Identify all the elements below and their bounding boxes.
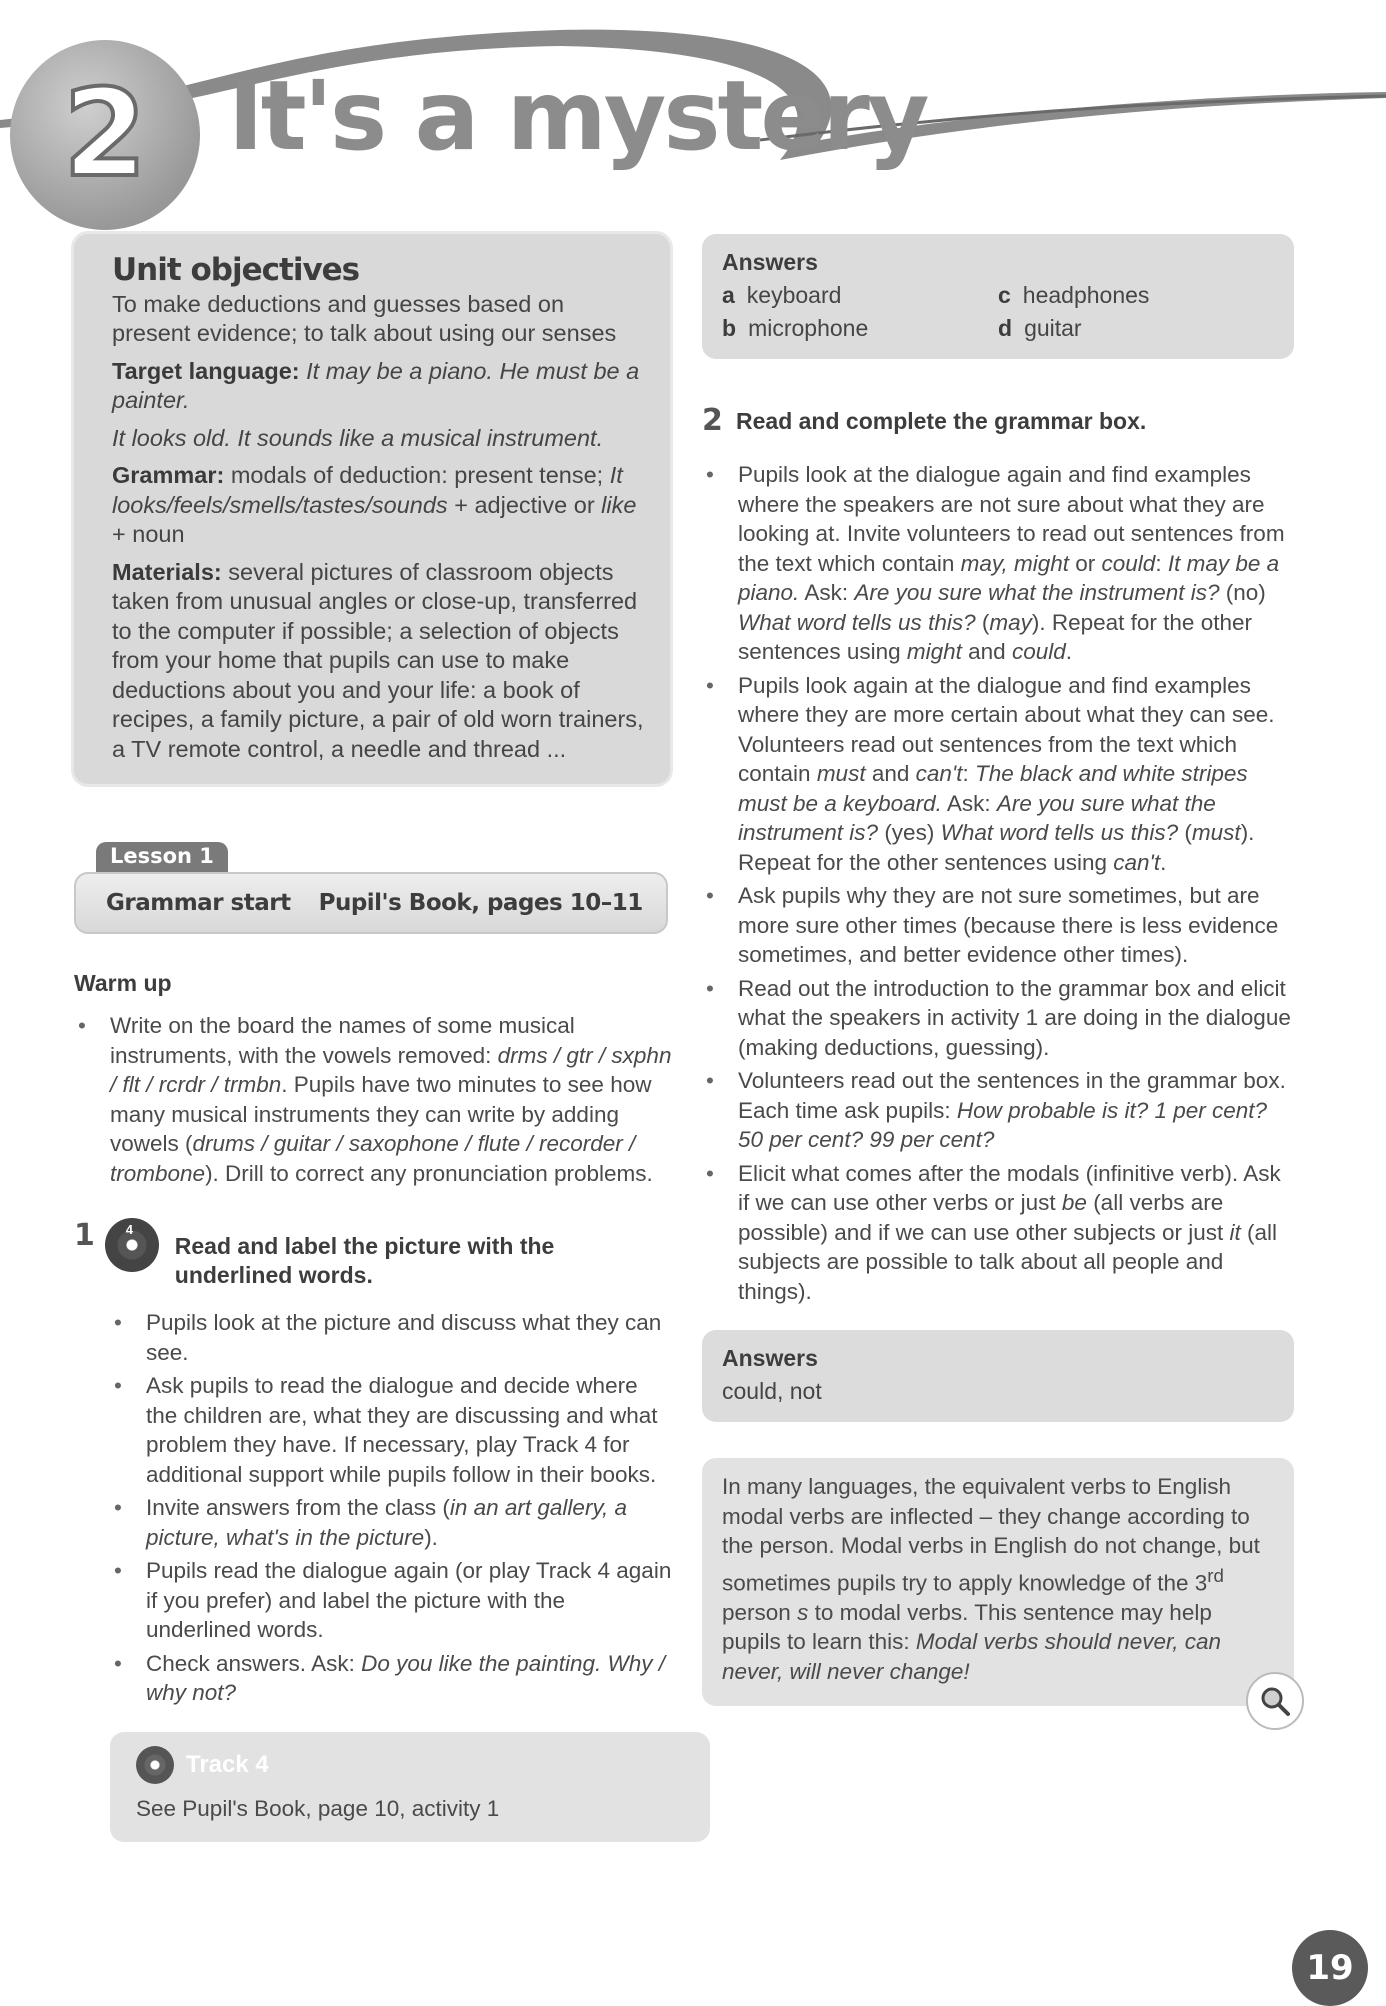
list-item: • Pupils look again at the dialogue and find examples where they are more certain about what they can see. Volunteers read out sentences from the text which contain must and can't: The black and white stripes must be a keyboard. Ask: Are you sure what the instrument is? (yes) What word tells us this? (must). Repeat for the other sentences using can't. bbox=[738, 671, 1292, 878]
grammar-like: like bbox=[601, 491, 637, 518]
answers-heading: Answers bbox=[722, 1345, 818, 1371]
activity-2-number: 2 bbox=[702, 403, 723, 438]
activity-1-number: 1 bbox=[74, 1218, 95, 1253]
warm-up-list bbox=[74, 1011, 674, 1188]
list-item: • Volunteers read out the sentences in the grammar box. Each time ask pupils: How probable is it? 1 per cent? 50 per cent? 99 per cent? bbox=[738, 1066, 1292, 1155]
activity-1-list bbox=[74, 1308, 674, 1708]
list-item: • Pupils look at the picture and discuss what they can see. bbox=[146, 1308, 674, 1367]
unit-number: 2 bbox=[63, 65, 147, 204]
activity-1-header bbox=[74, 1218, 674, 1290]
teaching-tip-box: In many languages, the equivalent verbs to English modal verbs are inflected – they change according to the person. Modal verbs in English do not change, but sometimes pupils try to apply knowledge of the 3rd person s to modal verbs. This sentence may help pupils to learn this: Modal verbs should never, can never, will never change! bbox=[702, 1458, 1294, 1706]
answer-item: b microphone bbox=[722, 315, 869, 341]
list-item: • Write on the board the names of some musical instruments, with the vowels removed: drms / gtr / sxphn / flt / rcrdr / trmbn. Pupils have two minutes to see how many musical instruments they can write by adding vowels (drums / guitar / saxophone / flute / recorder / trombone). Drill to correct any pronunciation problems. bbox=[110, 1011, 674, 1188]
answer-item: a keyboard bbox=[722, 282, 842, 308]
right-column bbox=[702, 234, 1292, 1706]
activity-2-title: Read and complete the grammar box. bbox=[736, 408, 1147, 434]
answer-item: d guitar bbox=[998, 315, 1082, 341]
activity-2-list bbox=[702, 460, 1292, 1306]
grammar-text: modals of deduction: present tense; bbox=[230, 462, 604, 488]
answer-item: c headphones bbox=[998, 282, 1150, 308]
list-item: • Pupils read the dialogue again (or play Track 4 again if you prefer) and label the picture with the underlined words. bbox=[146, 1556, 674, 1645]
warm-up-heading: Warm up bbox=[74, 970, 172, 996]
lesson-title: Grammar start bbox=[106, 890, 291, 916]
activity-1-title: Read and label the picture with the underlined words. bbox=[174, 1233, 555, 1288]
grammar-line bbox=[112, 461, 644, 550]
left-column bbox=[74, 234, 674, 1842]
cd-track-number: 4 bbox=[125, 1222, 133, 1237]
lesson-pages: Pupil's Book, pages 10–11 bbox=[318, 890, 643, 916]
target-text-2: It looks old. It sounds like a musical instrument. bbox=[112, 424, 604, 451]
list-item: • Pupils look at the dialogue again and find examples where the speakers are not sure about what they are looking at. Invite volunteers to read out sentences from the text which contain may, might or could: It may be a piano. Ask: Are you sure what the instrument is? (no) What word tells us this? (may). Repeat for the other sentences using might and could. bbox=[738, 460, 1292, 667]
materials-line bbox=[112, 558, 644, 765]
track-box bbox=[110, 1732, 710, 1842]
audio-cd-icon bbox=[105, 1218, 159, 1272]
materials-text: several pictures of classroom objects taken from unusual angles or close-up, transferred to the computer if possible; a selection of objects from your home that pupils can use to make deductions about you and your life: a book of recipes, a family picture, a pair of old worn trainers, a TV remote control, a needle and thread ... bbox=[112, 558, 644, 762]
page-title: It's a mystery bbox=[228, 60, 927, 172]
list-item: • Ask pupils to read the dialogue and decide where the children are, what they are discussing and what problem they have. If necessary, play Track 4 for additional support while pupils follow in their books. bbox=[146, 1371, 674, 1489]
list-item: • Read out the introduction to the grammar box and elicit what the speakers in activity 1 are doing in the dialogue (making deductions, guessing). bbox=[738, 974, 1292, 1063]
unit-objectives-box bbox=[74, 234, 670, 784]
grammar-rest-2: + noun bbox=[112, 521, 185, 547]
track-title: Track 4 bbox=[186, 1750, 269, 1778]
list-item: • Elicit what comes after the modals (infinitive verb). Ask if we can use other verbs or just be (all verbs are possible) and if we can use other subjects or just it (all subjects are possible to talk about all people and things). bbox=[738, 1159, 1292, 1307]
answers-text: could, not bbox=[722, 1378, 822, 1404]
activity-2-header bbox=[702, 403, 1292, 438]
unit-number-badge bbox=[10, 40, 200, 230]
magnifier-icon bbox=[1246, 1672, 1304, 1730]
answers-box-1 bbox=[702, 234, 1294, 359]
grammar-senses: It looks/feels/smells/tastes/sounds bbox=[112, 462, 623, 518]
answers-box-2 bbox=[702, 1330, 1294, 1422]
track-header bbox=[136, 1746, 686, 1784]
list-item: • Invite answers from the class (in an art gallery, a picture, what's in the picture). bbox=[146, 1493, 674, 1552]
target-language bbox=[112, 357, 644, 416]
objectives-intro: To make deductions and guesses based on present evidence; to talk about using our senses bbox=[112, 290, 617, 346]
answers-grid bbox=[722, 279, 1274, 345]
materials-label: Materials: bbox=[112, 558, 222, 585]
grammar-label: Grammar: bbox=[112, 462, 225, 488]
list-item: • Ask pupils why they are not sure sometimes, but are more sure other times (because there is less evidence sometimes, and better evidence other times). bbox=[738, 881, 1292, 970]
answers-heading: Answers bbox=[722, 249, 818, 275]
lesson-tag: Lesson 1 bbox=[96, 842, 228, 872]
track-body: See Pupil's Book, page 10, activity 1 bbox=[136, 1795, 500, 1821]
target-label: Target language: bbox=[112, 357, 300, 384]
lesson-header-bar bbox=[74, 872, 668, 934]
objectives-heading: Unit objectives bbox=[112, 252, 360, 288]
grammar-rest-1: + adjective or bbox=[447, 491, 602, 518]
list-item: • Check answers. Ask: Do you like the painting. Why / why not? bbox=[146, 1649, 674, 1708]
page-number: 19 bbox=[1292, 1930, 1368, 2006]
target-text: It may be a piano. He must be a painter. bbox=[112, 357, 640, 413]
audio-cd-icon bbox=[136, 1746, 174, 1784]
